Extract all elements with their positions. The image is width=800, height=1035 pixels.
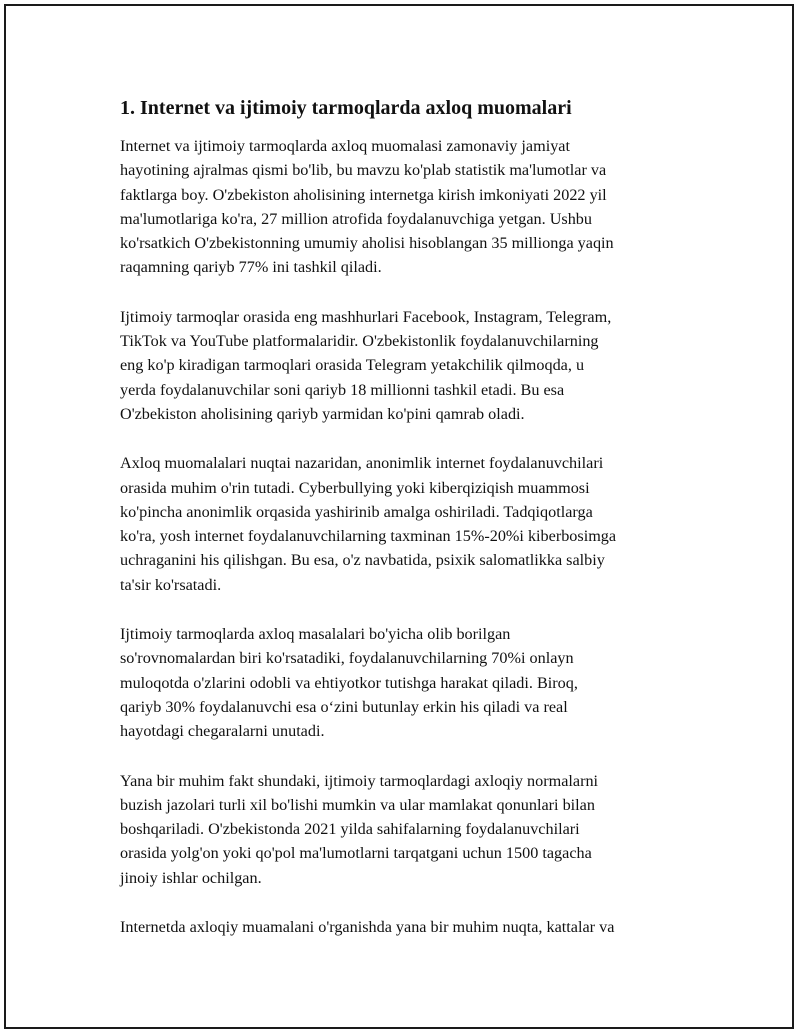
text-line: buzish jazolari turli xil bo'lishi mumkin va ular mamlakat qonunlari bilan bbox=[120, 795, 595, 814]
text-line: TikTok va YouTube platformalaridir. O'zbekistonlik foydalanuvchilarning bbox=[120, 332, 599, 351]
text-line: yerda foydalanuvchilar soni qariyb 18 millionni tashkil etadi. Bu esa bbox=[120, 380, 565, 399]
text-line: hayotining ajralmas qismi bo'lib, bu mavzu ko'plab statistik ma'lumotlar va bbox=[120, 161, 607, 180]
text-line: Ijtimoiy tarmoqlarda axloq masalalari bo'yicha olib borilgan bbox=[120, 625, 511, 644]
text-line: Internetda axloqiy muamalani o'rganishda yana bir muhim nuqta, kattalar va bbox=[120, 918, 615, 937]
text-line: Internet va ijtimoiy tarmoqlarda axloq muomalasi zamonaviy jamiyat bbox=[120, 137, 570, 155]
text-line: ta'sir ko'rsatadi. bbox=[120, 575, 222, 594]
paragraph-2 bbox=[120, 305, 700, 426]
text-line: uchraganini his qilishgan. Bu esa, o'z navbatida, psixik salomatlikka salbiy bbox=[120, 551, 605, 570]
text-line: hayotdagi chegaralarni unutadi. bbox=[120, 722, 325, 741]
text-line: qariyb 30% foydalanuvchi esa o‘zini butunlay erkin his qiladi va real bbox=[120, 697, 568, 716]
section-heading: 1. Internet va ijtimoiy tarmoqlarda axloq muomalari bbox=[120, 97, 572, 119]
paragraph-4 bbox=[120, 622, 700, 743]
text-line: muloqotda o'zlarini odobli va ehtiyotkor tutishga harakat qiladi. Biroq, bbox=[120, 673, 578, 692]
document-body bbox=[120, 96, 700, 964]
text-line: ma'lumotlariga ko'ra, 27 million atrofida foydalanuvchiga yetgan. Ushbu bbox=[120, 209, 592, 228]
text-line: faktlarga boy. O'zbekiston aholisining internetga kirish imkoniyati 2022 yil bbox=[120, 185, 607, 204]
text-line: orasida muhim o'rin tutadi. Cyberbullying yoki kiberqiziqish muammosi bbox=[120, 478, 590, 497]
text-line: ko'rsatkich O'zbekistonning umumiy aholisi hisoblangan 35 millionga yaqin bbox=[120, 234, 614, 253]
paragraph-5 bbox=[120, 769, 700, 890]
text-line: Yana bir muhim fakt shundaki, ijtimoiy tarmoqlardagi axloqiy normalarni bbox=[120, 771, 599, 790]
text-line: eng ko'p kiradigan tarmoqlari orasida Telegram yetakchilik qilmoqda, u bbox=[120, 356, 585, 375]
text-line: orasida yolg'on yoki qo'pol ma'lumotlarni tarqatgani uchun 1500 tagacha bbox=[120, 844, 592, 863]
text-line: jinoiy ishlar ochilgan. bbox=[120, 868, 262, 887]
paragraph-3 bbox=[120, 451, 700, 597]
text-line: ko'pincha anonimlik orqasida yashirinib amalga oshiriladi. Tadqiqotlarga bbox=[120, 502, 593, 521]
text-line: raqamning qariyb 77% ini tashkil qiladi. bbox=[120, 258, 382, 277]
text-line: O'zbekiston aholisining qariyb yarmidan ko'pini qamrab oladi. bbox=[120, 404, 525, 423]
text-line: boshqariladi. O'zbekistonda 2021 yilda sahifalarning foydalanuvchilari bbox=[120, 820, 580, 839]
paragraph-6 bbox=[120, 915, 700, 939]
page-frame bbox=[4, 4, 794, 1029]
text-line: ko'ra, yosh internet foydalanuvchilarning taxminan 15%-20%i kiberbosimga bbox=[120, 527, 617, 546]
paragraph-1 bbox=[120, 134, 700, 280]
text-line: Ijtimoiy tarmoqlar orasida eng mashhurlari Facebook, Instagram, Telegram, bbox=[120, 307, 612, 326]
text-line: so'rovnomalardan biri ko'rsatadiki, foydalanuvchilarning 70%i onlayn bbox=[120, 649, 574, 668]
text-line: Axloq muomalalari nuqtai nazaridan, anonimlik internet foydalanuvchilari bbox=[120, 454, 604, 473]
